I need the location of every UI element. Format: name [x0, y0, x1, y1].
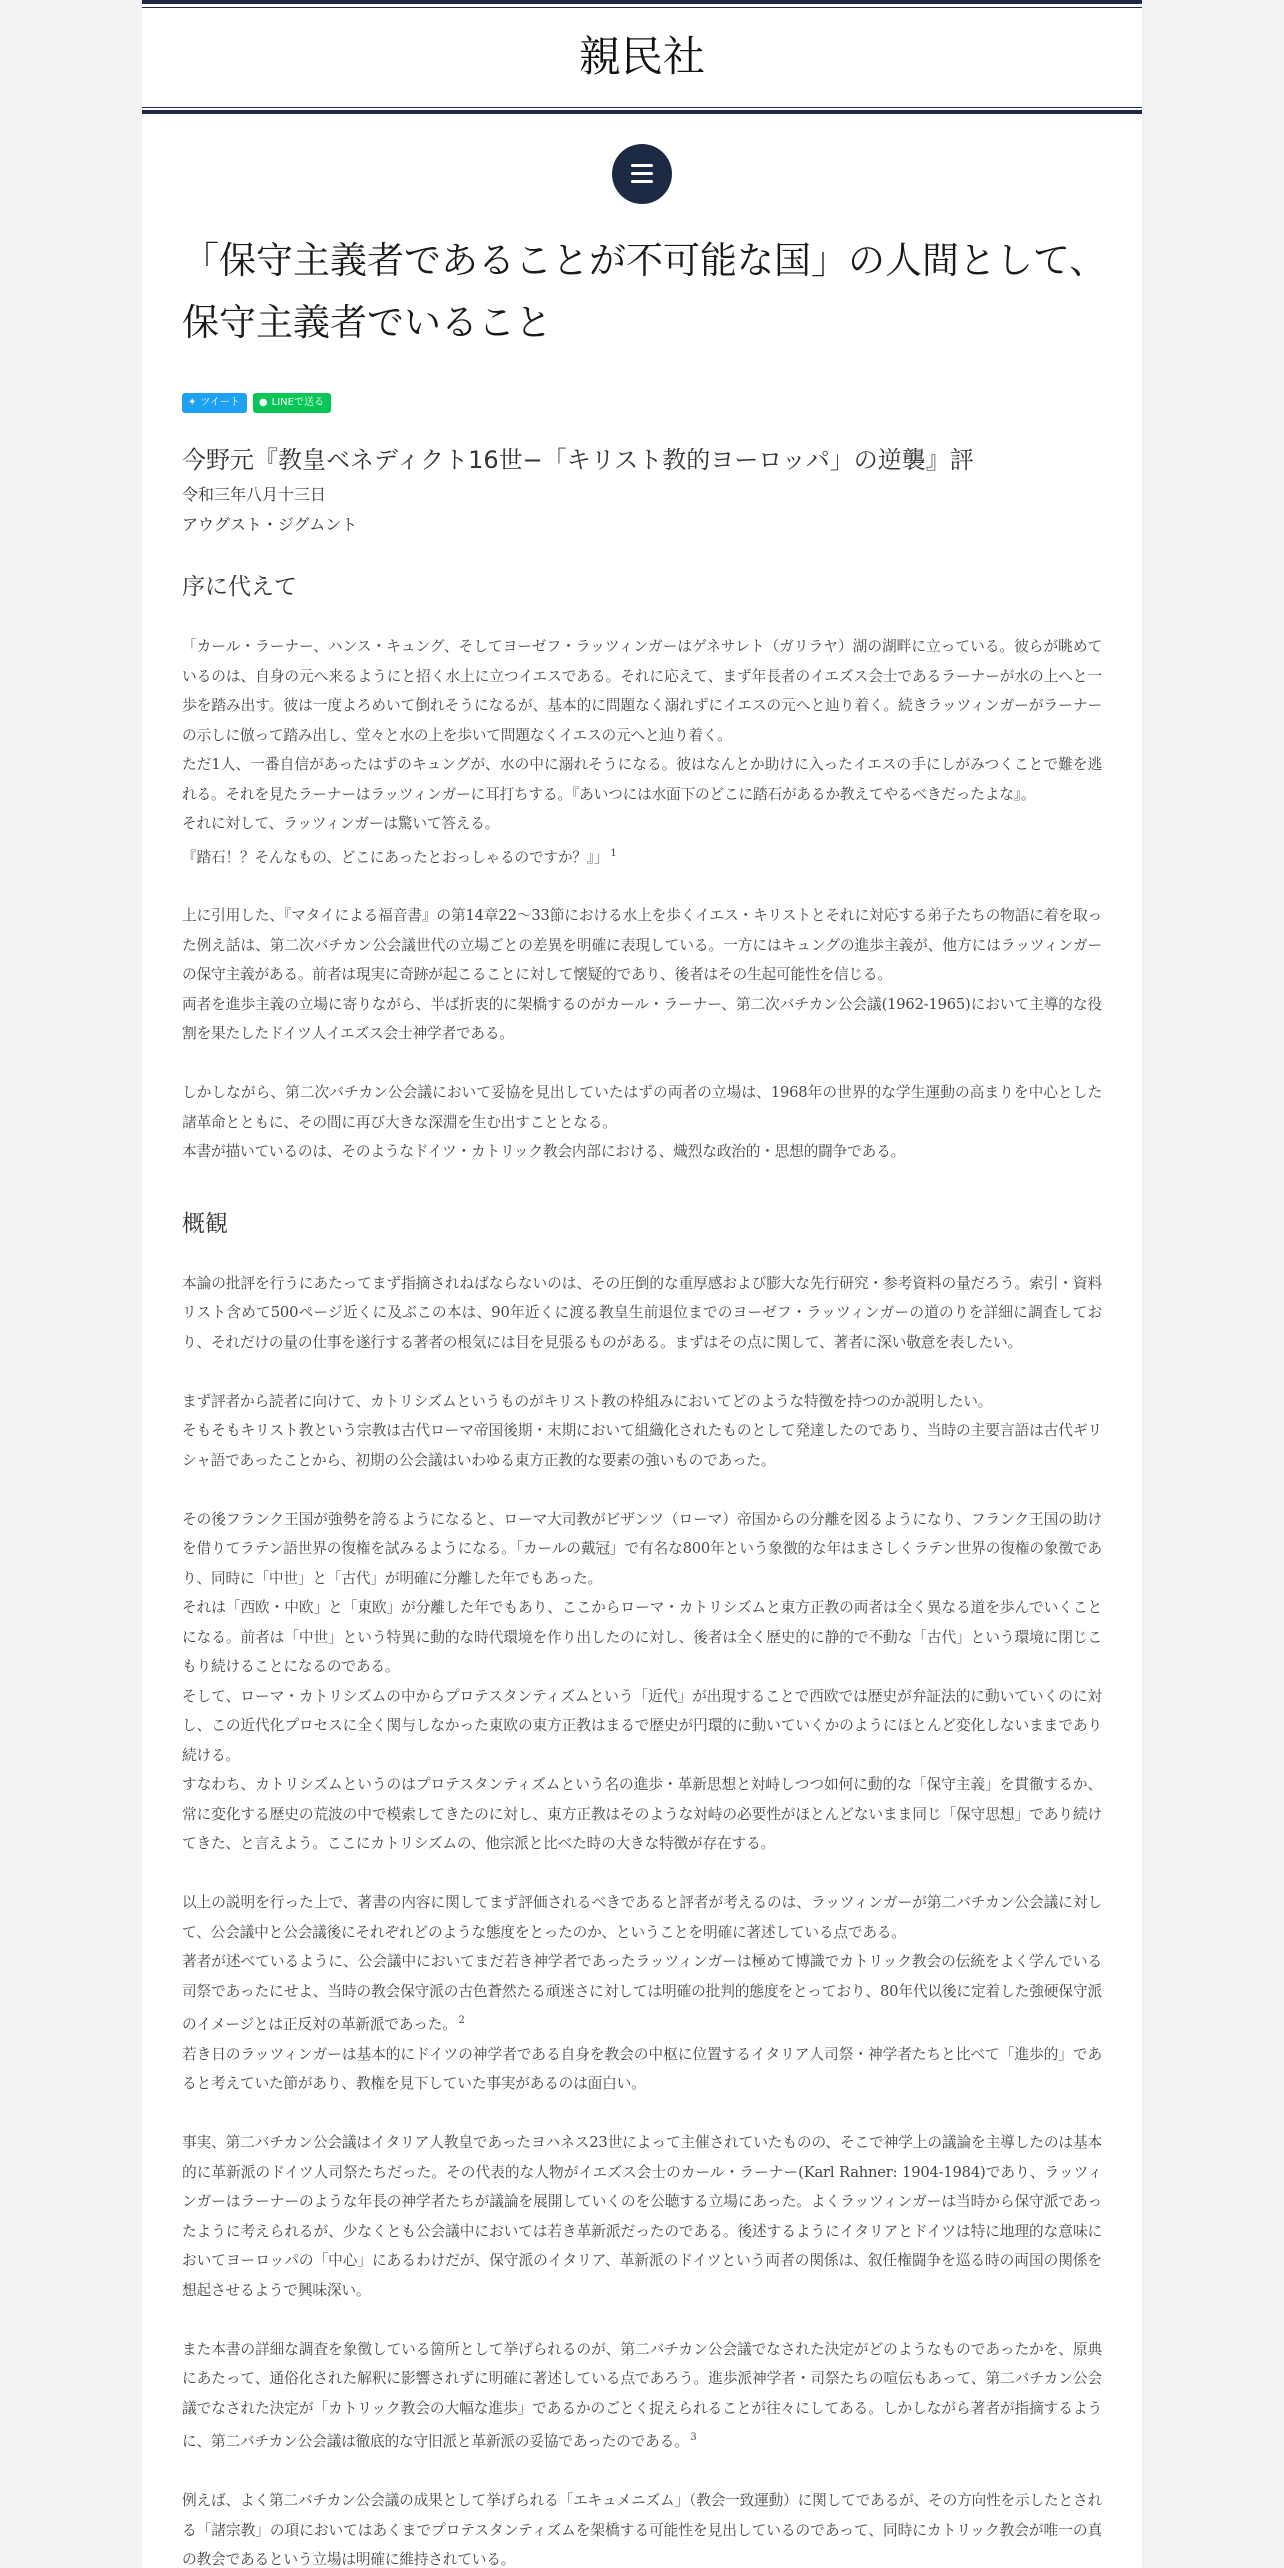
site-header	[142, 0, 1142, 116]
paragraph: そもそもキリスト教という宗教は古代ローマ帝国後期・末期において組織化されたものとして発達したのであり、当時の主要言語は古代ギリシャ語であったことから、初期の公会議はいわゆる東方正教的な要素の強いものであった。	[182, 1422, 1102, 1469]
section-heading: 概観	[182, 1210, 228, 1237]
page	[142, 0, 1142, 2568]
footnote-link[interactable]: 3	[688, 2432, 697, 2444]
article-title	[182, 230, 1122, 354]
paragraph: 両者を進歩主義の立場に寄りながら、半ば折衷的に架橋するのがカール・ラーナー、第二次バチカン公会議(1962-1965)において主導的な役割を果たしたドイツ人イエズス会士神学者である。	[182, 995, 1102, 1043]
section-heading: 序に代えて	[182, 574, 297, 600]
tweet-button[interactable]	[182, 393, 247, 413]
paragraph: 本書が描いているのは、そのようなドイツ・カトリック教会内部における、熾烈な政治的・思想的闘争である。	[182, 1143, 906, 1161]
paragraph: すなわち、カトリシズムというのはプロテスタンティズムという名の進歩・革新思想と対峙しつつ如何に動的な「保守主義」を貫徹するか、常に変化する歴史の荒波の中で模索してきたのに対し、東方正教はそのような対峙の必要性がほとんどないまま同じ「保守思想」であり続けてきた、と言えよう。ここにカトリシズムの、他宗派と比べた時の大きな特徴が存在する。	[182, 1776, 1102, 1853]
paragraph: 若き日のラッツィンガーは基本的にドイツの神学者である自身を教会の中枢に位置するイタリア人司祭・神学者たちと比べて「進歩的」であると考えていた節があり、教権を見下していた事実があるのは面白い。	[182, 2045, 1102, 2093]
paragraph: 以上の説明を行った上で、著書の内容に関してまず評価されるべきであると評者が考えるのは、ラッツィンガーが第二バチカン公会議に対して、公会議中と公会議後にそれぞれどのような態度をとったのか、ということを明確に著述している点である。	[182, 1894, 1102, 1941]
paragraph: 事実、第二バチカン公会議はイタリア人教皇であったヨハネス23世によって主催されていたものの、そこで神学上の議論を主導したのは基本的に革新派のドイツ人司祭たちだった。その代表的な人物がイエズス会士のカール・ラーナー(Karl Rahner: 1904-1984)であり、ラッツィンガーはラーナーのような年長の神学者たちが議論を展開していくのを公聴する立場にあった。よくラッツィンガーは当時から保守派であったように考えられるが、少なくとも公会議中においては若き革新派だったのである。後述するようにイタリアとドイツは特に地理的な意味においてヨーロッパの「中心」にあるわけだが、保守派のイタリア、革新派のドイツという両者の関係は、叙任権闘争を巡る時の両国の関係を想起させるようで興味深い。	[182, 2134, 1102, 2299]
paragraph: 上に引用した、『マタイによる福音書』の第14章22〜33節における水上を歩くイエス・キリストとそれに対応する弟子たちの物語に着を取った例え話は、第二次バチカン公会議世代の立場ごとの差異を明確に表現している。一方にはキュングの進歩主義が、他方にはラッツィンガーの保守主義がある。前者は現実に奇跡が起こることに対して懐疑的であり、後者はその生起可能性を信じる。	[182, 907, 1102, 984]
tweet-label: ツイート	[200, 397, 240, 408]
hamburger-icon-bar	[631, 180, 653, 183]
header-rule-bottom	[142, 110, 1142, 114]
hamburger-icon-bar	[631, 172, 653, 175]
site-title[interactable]: 親民社	[578, 32, 705, 81]
article-title-line1: 「保守主義者であることが不可能な国」の人間として、	[182, 239, 1107, 282]
paragraph: ただ1人、一番自信があったはずのキュングが、水の中に溺れそうになる。彼はなんとか助けに入ったイエスの手にしがみつくことで難を逃れる。それを見たラーナーはラッツィンガーに耳打ちする。『あいつには水面下のどこに踏石があるか教えてやるべきだったよな』。	[182, 756, 1102, 803]
line-share-label: LINEで送る	[271, 397, 324, 408]
paragraph: 例えば、よく第二バチカン公会議の成果として挙げられる「エキュメニズム」（教会一致運動）に関してであるが、その方向性を示したとされる「諸宗教」の項においてはあくまでプロテスタンティズムを架橋する可能性を見出しているのであって、同時にカトリック教会が唯一の真の教会であるという立場は明確に維持されている。	[182, 2492, 1102, 2568]
paragraph: 著者が述べているように、公会議中においてまだ若き神学者であったラッツィンガーは極めて博識でカトリック教会の伝統をよく学んでいる司祭であったにせよ、当時の教会保守派の古色蒼然たる頑迷さに対しては明確の批判的態度をとっており、80年代以後に定着した強硬保守派のイメージとは正反対の革新派であった。 $^2$	[182, 1953, 1102, 2034]
line-share-button[interactable]	[253, 393, 331, 413]
paragraph: また本書の詳細な調査を象徴している箇所として挙げられるのが、第二バチカン公会議でなされた決定がどのようなものであったかを、原典にあたって、通俗化された解釈に影響されずに明確に著述している点であろう。進歩派神学者・司祭たちの喧伝もあって、第二バチカン公会議でなされた決定が「カトリック教会の大幅な進歩」であるかのごとく捉えられることが往々にしてある。しかしながら著者が指摘するように、第二バチカン公会議は徹底的な守旧派と革新派の妥協であったのである。 $^3$	[182, 2340, 1102, 2451]
header-rule-top-thin	[142, 7, 1142, 8]
paragraph: 本論の批評を行うにあたってまず指摘されねばならないのは、その圧倒的な重厚感および膨大な先行研究・参考資料の量だろう。索引・資料リスト含めて500ページ近くに及ぶこの本は、90年近くに渡る教皇生前退位までのヨーゼフ・ラッツィンガーの道のりを詳細に調査しており、それだけの量の仕事を遂行する著者の根気には目を見張るものがある。まずはその点に関して、著者に深い敬意を表したい。	[182, 1274, 1102, 1351]
article-author: アウグスト・ジグムント	[182, 515, 358, 534]
paragraph: それに対して、ラッツィンガーは驚いて答える。	[182, 815, 500, 832]
paragraph: それは「西欧・中欧」と「東欧」が分離した年でもあり、ここからローマ・カトリシズムと東方正教の両者は全く異なる道を歩んでいくことになる。前者は「中世」という特異に動的な時代環境を作り出したのに対し、後者は全く歴史的に静的で不動な「古代」という環境に閉じこもり続けることになるのである。	[182, 1599, 1102, 1676]
paragraph: まず評者から読者に向けて、カトリシズムというものがキリスト教の枠組みにおいてどのような特徴を持つのか説明したい。	[182, 1392, 993, 1410]
article-subtitle: 今野元『教皇ベネディクト16世−「キリスト教的ヨーロッパ」の逆襲』評	[182, 446, 974, 474]
footnote-link[interactable]: 2	[456, 2015, 465, 2027]
twitter-bird-icon: ✦	[188, 397, 197, 408]
header-rule-bottom-thin	[142, 107, 1142, 108]
article-body	[182, 560, 1102, 2568]
paragraph: そして、ローマ・カトリシズムの中からプロテスタンティズムという「近代」が出現することで西欧では歴史が弁証法的に動いていくのに対し、この近代化プロセスに全く関与しなかった東欧の東方正教はまるで歴史が円環的に動いていくかのようにほとんど変化しないままであり続ける。	[182, 1687, 1102, 1764]
paragraph: その後フランク王国が強勢を誇るようになると、ローマ大司教がビザンツ（ローマ）帝国からの分離を図るようになり、フランク王国の助けを借りてラテン語世界の復権を試みるようになる。「カールの戴冠」で有名な800年という象徴的な年はまさしくラテン世界の復権の象徴であり、同時に「中世」と「古代」が明確に分離した年でもあった。	[182, 1510, 1102, 1587]
menu-button[interactable]	[612, 144, 672, 204]
paragraph: 「カール・ラーナー、ハンス・キュング、そしてヨーゼフ・ラッツィンガーはゲネサレト（ガリラヤ）湖の湖畔に立っている。彼らが眺めているのは、自身の元へ来るようにと招く水上に立つイエスである。それに応えて、まず年長者のイエズス会士であるラーナーが水の上へと一歩を踏み出す。彼は一度よろめいて倒れそうになるが、基本的に問題なく溺れずにイエスの元へと辿り着く。続きラッツィンガーがラーナーの示しに倣って踏み出し、堂々と水の上を歩いて問題なくイエスの元へと辿り着く。	[182, 638, 1102, 744]
paragraph: しかしながら、第二次バチカン公会議において妥協を見出していたはずの両者の立場は、1968年の世界的な学生運動の高まりを中心とした諸革命とともに、その間に再び大きな深淵を生む出すこととなる。	[182, 1084, 1102, 1131]
share-buttons	[182, 393, 337, 413]
line-chat-icon: ●	[258, 397, 268, 408]
paragraph: 『踏石！？そんなもの、どこにあったとおっしゃるのですか？』」 $^1$	[182, 847, 617, 866]
header-rule-top	[142, 0, 1142, 4]
footnote-link[interactable]: 1	[608, 847, 617, 859]
article-title-line2: 保守主義者でいること	[182, 301, 552, 344]
hamburger-icon	[631, 164, 653, 167]
article-date: 令和三年八月十三日	[182, 485, 327, 504]
